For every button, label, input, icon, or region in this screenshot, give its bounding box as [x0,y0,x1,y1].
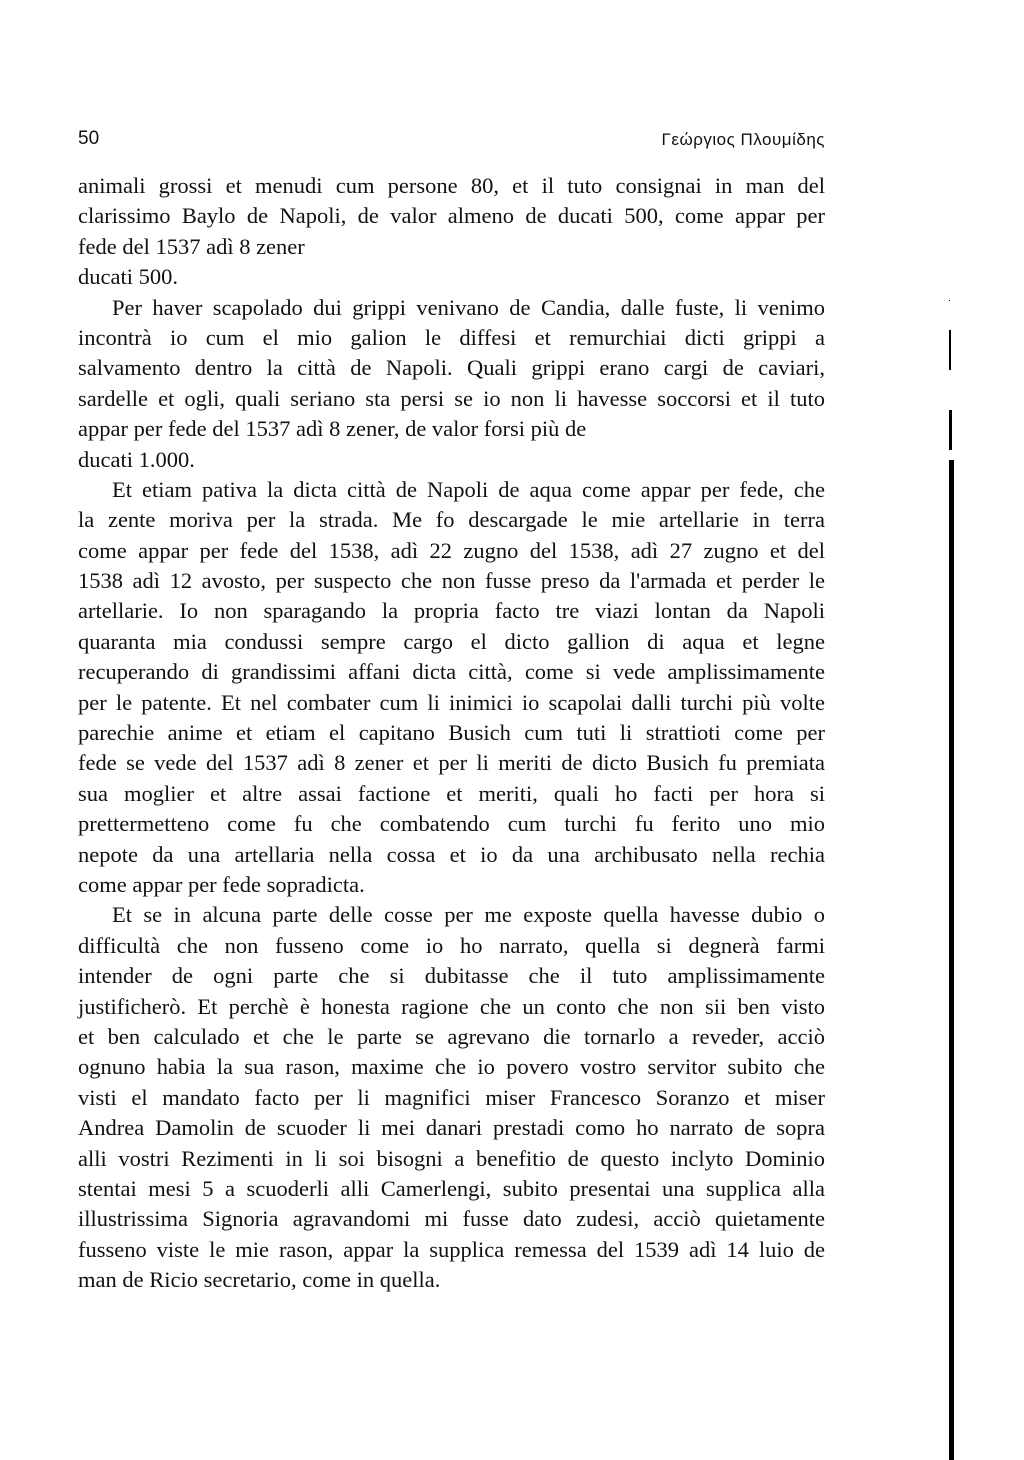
text-line: incontrà io cum el mio galion le diffesi et remurchiai dicti grippi a [78,324,825,350]
scan-edge-segment [949,300,950,301]
text-line: 1538 adì 12 avosto, per suspecto che non fusse preso da l'armada et perder le [78,568,825,594]
text-line: prettermetteno come fu che combatendo cum turchi fu ferito uno mio [78,811,825,837]
text-line: sua moglier et altre assai factione et meriti, quali ho facti per hora si [78,780,825,806]
text-line: nepote da una artellaria nella cossa et io da una archibusato nella rechia [78,841,825,867]
text-line: per le patente. Et nel combater cum li inimici io scapolai dalli turchi più volte [78,689,825,715]
text-line: visti el mandato facto per li magnifici miser Francesco Soranzo et miser [78,1084,825,1110]
text-line: illustrissima Signoria agravandomi mi fusse dato zudesi, acciò quietamente [78,1206,825,1232]
text-line: man de Ricio secretario, come in quella. [78,1267,441,1293]
running-head: Γεώργιος Πλουμίδης [661,130,825,149]
text-line: intender de ogni parte che si dubitasse che il tuto amplissimamente [78,963,825,989]
page-header [78,128,825,158]
text-line: fede del 1537 adì 8 zener [78,233,305,259]
text-line: come appar per fede del 1538, adì 22 zugno del 1538, adì 27 zugno et del [78,537,825,563]
text-line: Per haver scapolado dui grippi venivano de Candia, dalle fuste, li venimo [112,294,825,320]
text-line: ducati 500. [78,264,178,290]
text-line: come appar per fede sopradicta. [78,871,365,897]
text-line: Et etiam pativa la dicta città de Napoli de aqua come appar per fede, che [112,476,825,502]
text-line: appar per fede del 1537 adì 8 zener, de valor forsi più de [78,416,587,442]
text-line: fede se vede del 1537 adì 8 zener et per li meriti de dicto Busich fu premiata [78,750,825,776]
text-line: Et se in alcuna parte delle cosse per me exposte quella havesse dubio o [112,902,825,928]
text-line: fusseno viste le mie rason, appar la supplica remessa del 1539 adì 14 luio de [78,1236,825,1262]
text-line: Andrea Damolin de scuoder li mei danari prestadi como ho narrato de sopra [78,1115,825,1141]
text-line: sardelle et ogli, quali seriano sta persi se io non li havesse soccorsi et il tuto [78,385,825,411]
scan-edge-segment [949,460,954,1460]
text-line: quaranta mia condussi sempre cargo el dicto gallion di aqua et legne [78,628,825,654]
text-line: la zente moriva per la strada. Me fo descargade le mie artellarie in terra [78,507,825,533]
text-line: salvamento dentro la città de Napoli. Quali grippi erano cargi de caviari, [78,355,825,381]
text-line: parechie anime et etiam el capitano Busich cum tuti li strattioti come per [78,720,825,746]
text-line: justificherò. Et perchè è honesta ragione che un conto che non sii ben visto [78,993,825,1019]
scan-edge-segment [949,410,952,450]
page-number: 50 [78,128,100,149]
body-text [78,171,825,1295]
text-line: clarissimo Baylo de Napoli, de valor almeno de ducati 500, come appar per [78,203,825,229]
text-line: recuperando di grandissimi affani dicta città, come si vede amplissimamente [78,659,825,685]
text-line: difficultà che non fusseno come io ho narrato, quella si degnerà farmi [78,932,825,958]
text-line: artellarie. Io non sparagando la propria facto tre viazi lontan da Napoli [78,598,825,624]
scan-edge-shadow [949,300,955,1405]
scan-edge-segment [949,330,951,370]
text-line: stentai mesi 5 a scuoderli alli Camerlengi, subito presentai una supplica alla [78,1175,825,1201]
text-line: et ben calculado et che le parte se agrevano die tornarlo a reveder, acciò [78,1023,825,1049]
text-line: animali grossi et menudi cum persone 80, et il tuto consignai in man del [78,173,825,198]
text-line: ducati 1.000. [78,446,195,472]
text-line: alli vostri Rezimenti in li soi bisogni a benefitio de questo inclyto Dominio [78,1145,825,1171]
text-line: ognuno habia la sua rason, maxime che io povero vostro servitor subito che [78,1054,825,1080]
